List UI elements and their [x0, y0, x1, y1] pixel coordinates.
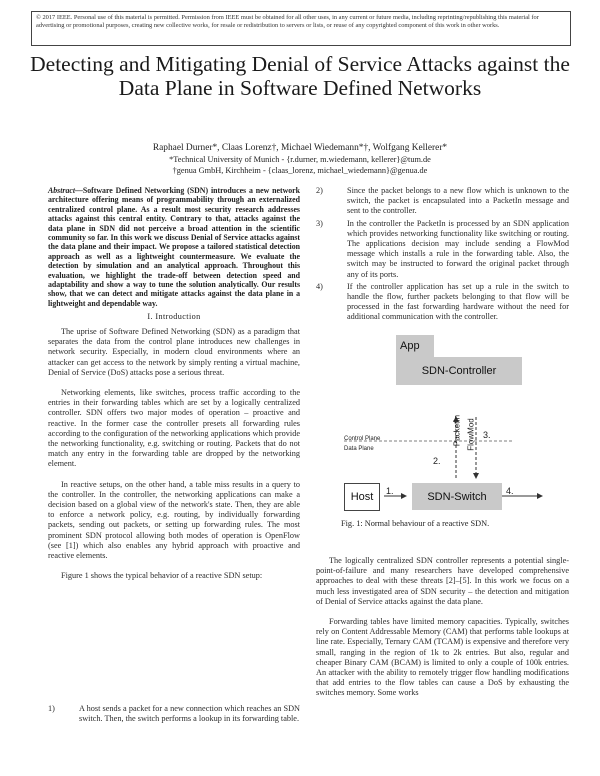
right-step-list	[316, 186, 569, 323]
step-4-label: 4.	[506, 486, 514, 496]
left-column-body	[48, 327, 300, 581]
paper-title: Detecting and Mitigating Denial of Service Attacks against the Data Plane in Software Defined Networks	[30, 52, 570, 100]
list-item	[316, 282, 569, 323]
paragraph: Forwarding tables have limited memory capacities. Typically, switches rely on Content Addressable Memory (CAM) that performs table lookups at line rate. Especially, Ternary CAM (TCAM) is expensive and therefore very small, ranging in the region of 1k to 2k entries. But also, regular and cheaper Binary CAM (BCAM) is limited to only a couple of 100k entries. An attacker with the ability to remotely trigger flow handling modifications that add entries to the flow tables can cause a DoS by exhausting the switches memory. Some works	[316, 617, 569, 698]
paragraph: In reactive setups, on the other hand, a table miss results in a query to the controller. In the controller, the networking applications can make a decision based on a global view of the network's state. Then, they are able to enforce a network policy, e.g. routing, by individually forwarding packets, sending out packets, or setting up forwarding rules. The most prominent SDN protocol allowing both modes of operation is OpenFlow (see [1]) which also enables any hybrid approach with proactive and reactive elements.	[48, 479, 300, 561]
list-item	[316, 219, 569, 280]
affiliation-tum: *Technical University of Munich - {r.durner, m.wiedemann, kellerer}@tum.de	[169, 155, 431, 164]
packetin-label: PacketIn	[452, 414, 462, 447]
section-heading-introduction: I. Introduction	[147, 312, 201, 321]
sdn-diagram	[344, 335, 582, 515]
list-number: 4)	[316, 281, 323, 291]
paragraph: The logically centralized SDN controller represents a potential single-point-of-failure and many researchers have developed comprehensive approaches to deal with these threats [2]–[5]. In this work we focus on a much less investigated area of SDN security – the detection and mitigation of Denial of Service attacks against the data plane.	[316, 556, 569, 606]
step-3-label: 3.	[483, 430, 491, 440]
flowmod-label: FlowMod	[466, 418, 476, 451]
app-box: App	[396, 335, 434, 357]
paragraph: The uprise of Software Defined Networking (SDN) as a paradigm that separates the data from the control plane introduces new challenges in network security. Especially, in modern cloud environments where an attacker can get access to the network by simply renting a virtual machine, Denial of Service (DoS) attacks pose a serious threat.	[48, 327, 300, 377]
paragraph: Figure 1 shows the typical behavior of a reactive SDN setup:	[61, 571, 263, 581]
list-text: If the controller application has set up a rule in the switch to handle the flow, further packets belonging to that flow will be processed in the fast forwarding hardware without the need for additional communication with the controller.	[347, 281, 569, 322]
copyright-notice: © 2017 IEEE. Personal use of this material is permitted. Permission from IEEE must be obtained for all other uses, in any current or future media, including reprinting/republishing this material for advertising or promotional purposes, creating new collective works, for resale or redistribution to servers or lists, or reuse of any copyrighted component of this work in other works.	[31, 11, 571, 46]
control-plane-label: Control Plane	[344, 436, 381, 442]
affiliation-genua: †genua GmbH, Kirchheim - {claas_lorenz, michael_wiedemann}@genua.de	[172, 166, 428, 175]
list-number: 3)	[316, 218, 323, 228]
list-number: 2)	[316, 186, 323, 195]
controller-box: SDN-Controller	[396, 357, 522, 385]
list-number: 1)	[48, 704, 55, 713]
data-plane-label: Data Plane	[344, 446, 374, 452]
abstract	[48, 186, 300, 308]
list-text: A host sends a packet for a new connection which reaches an SDN switch. Then, the switch performs a lookup in its forwarding table.	[79, 704, 300, 724]
host-box: Host	[344, 483, 380, 511]
list-item	[316, 186, 569, 217]
list-text: In the controller the PacketIn is processed by an SDN application which provides networking functionality like switching or routing. The applications decision may include sending a FlowMod message which installs a rule in the forwarding table. Also, the switch may be instructed to forward the original packet through any of its ports.	[347, 218, 569, 279]
right-column-body	[316, 556, 569, 699]
step-2-label: 2.	[433, 456, 441, 466]
list-item	[48, 704, 300, 724]
figure-caption: Fig. 1: Normal behaviour of a reactive SDN.	[341, 519, 490, 528]
switch-box: SDN-Switch	[412, 483, 502, 510]
paragraph: Networking elements, like switches, process traffic according to the entries in their forwarding tables which are set by a logically centralized controller. SDN offers two major modes of operation – proactive and reactive. In the former case the controller presets all forwarding rules according to the configuration of the networking applications which provide the networking functionality, e.g. switching or routing. Packets that do not match any entry in the forwarding table are dropped by the networking element.	[48, 388, 300, 469]
abstract-label: Abstract	[48, 186, 76, 195]
author-list: Raphael Durner*, Claas Lorenz†, Michael Wiedemann*†, Wolfgang Kellerer*	[152, 143, 448, 153]
list-text: Since the packet belongs to a new flow which is unknown to the switch, the packet is encapsulated into a PacketIn message and sent to the controller.	[347, 186, 569, 216]
left-step-list	[48, 704, 300, 724]
step-1-label: 1.	[386, 486, 394, 496]
abstract-text: —Software Defined Networking (SDN) introduces a new network architecture offering means of programmability through an externalized centralized control plane. As a result most security research addresses attacks against this central entity. Contrary to that, attacks against the data plane in SDN did not perceive a broad attention in the scientific community so far. In this work we discuss Denial of Service attacks against the data plane and their impact. We propose a tailored statistical detection approach as well as a lightweight countermeasure. We evaluate the detection by simulation and an analytical approach. Throughout this evaluation, we highlight the trade-off between detection speed and adaptability and show a way to tune the solution analytically. Our results show, that we can detect and mitigate attacks against the data plane in a lightweight and dependable way.	[48, 186, 300, 308]
